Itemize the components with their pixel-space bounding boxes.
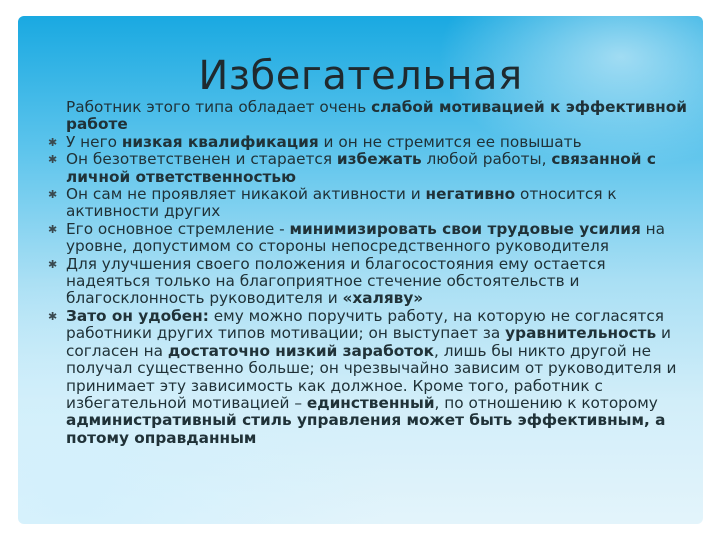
intro-text: Работник этого типа обладает очень bbox=[66, 98, 372, 116]
list-item bbox=[48, 256, 688, 308]
item-bold-text: низкая квалификация bbox=[121, 132, 319, 151]
item-text: и согласен на bbox=[66, 324, 671, 360]
item-bold-text: административный стиль управления может быть эффективным, а потому оправданным bbox=[66, 411, 666, 447]
bullet-icon: ✱ bbox=[48, 222, 58, 236]
list-item bbox=[48, 308, 688, 447]
item-text: , по отношению к которому bbox=[434, 393, 658, 412]
item-bold-text: минимизировать свои трудовые усилия bbox=[289, 219, 641, 238]
slide-title: Избегательная bbox=[198, 53, 523, 99]
list-item bbox=[48, 151, 688, 186]
item-bold-text: избежать bbox=[336, 150, 422, 169]
item-bold-text: связанной с личной ответственностью bbox=[66, 150, 656, 186]
list-item bbox=[48, 221, 688, 256]
item-text: Его основное стремление - bbox=[66, 219, 290, 238]
item-text: У него bbox=[66, 132, 122, 151]
bullet-icon: ✱ bbox=[48, 135, 58, 149]
bullet-icon: ✱ bbox=[48, 188, 58, 202]
item-bold-text: негативно bbox=[425, 185, 516, 204]
item-text: и он не стремится ее повышать bbox=[318, 132, 582, 151]
item-text: Он безответственен и старается bbox=[66, 150, 337, 169]
list-item bbox=[48, 186, 688, 221]
item-text: ему можно поручить работу, на которую не согласятся работники других типов мотивации; он выступает за bbox=[66, 306, 664, 343]
list-item bbox=[48, 134, 688, 151]
item-bold-text: уравнительность bbox=[505, 324, 657, 343]
item-bold-text: единственный bbox=[306, 393, 435, 412]
item-text: Он сам не проявляет никакой активности и bbox=[66, 185, 426, 204]
item-bold-text: достаточно низкий заработок bbox=[167, 341, 435, 360]
item-text: любой работы, bbox=[421, 150, 552, 169]
item-text: Для улучшения своего положения и благосостояния ему остается надеяться только на благоприятное стечение обстоятельств и благосклонность руководителя и bbox=[66, 254, 606, 308]
intro-paragraph bbox=[48, 99, 688, 134]
bullet-icon: ✱ bbox=[48, 309, 58, 323]
slide bbox=[18, 16, 703, 524]
item-text: относится к активности других bbox=[66, 185, 617, 221]
item-bold-text: «халяву» bbox=[342, 289, 424, 308]
bullet-icon: ✱ bbox=[48, 257, 58, 271]
item-text: на уровне, допустимом со стороны непосредственного руководителя bbox=[66, 219, 666, 256]
intro-bold-text: слабой мотивацией к эффективной работе bbox=[66, 98, 687, 134]
item-bold-text: Зато он удобен: bbox=[66, 306, 209, 325]
slide-body bbox=[48, 99, 688, 447]
bullet-icon: ✱ bbox=[48, 153, 58, 167]
bullet-list bbox=[48, 134, 688, 447]
item-text: , лишь бы никто другой не получал существенно больше; он чрезвычайно зависим от руководителя и принимает эту зависимость как должное. Кроме того, работник с избегательной мотивацией – bbox=[66, 341, 677, 412]
